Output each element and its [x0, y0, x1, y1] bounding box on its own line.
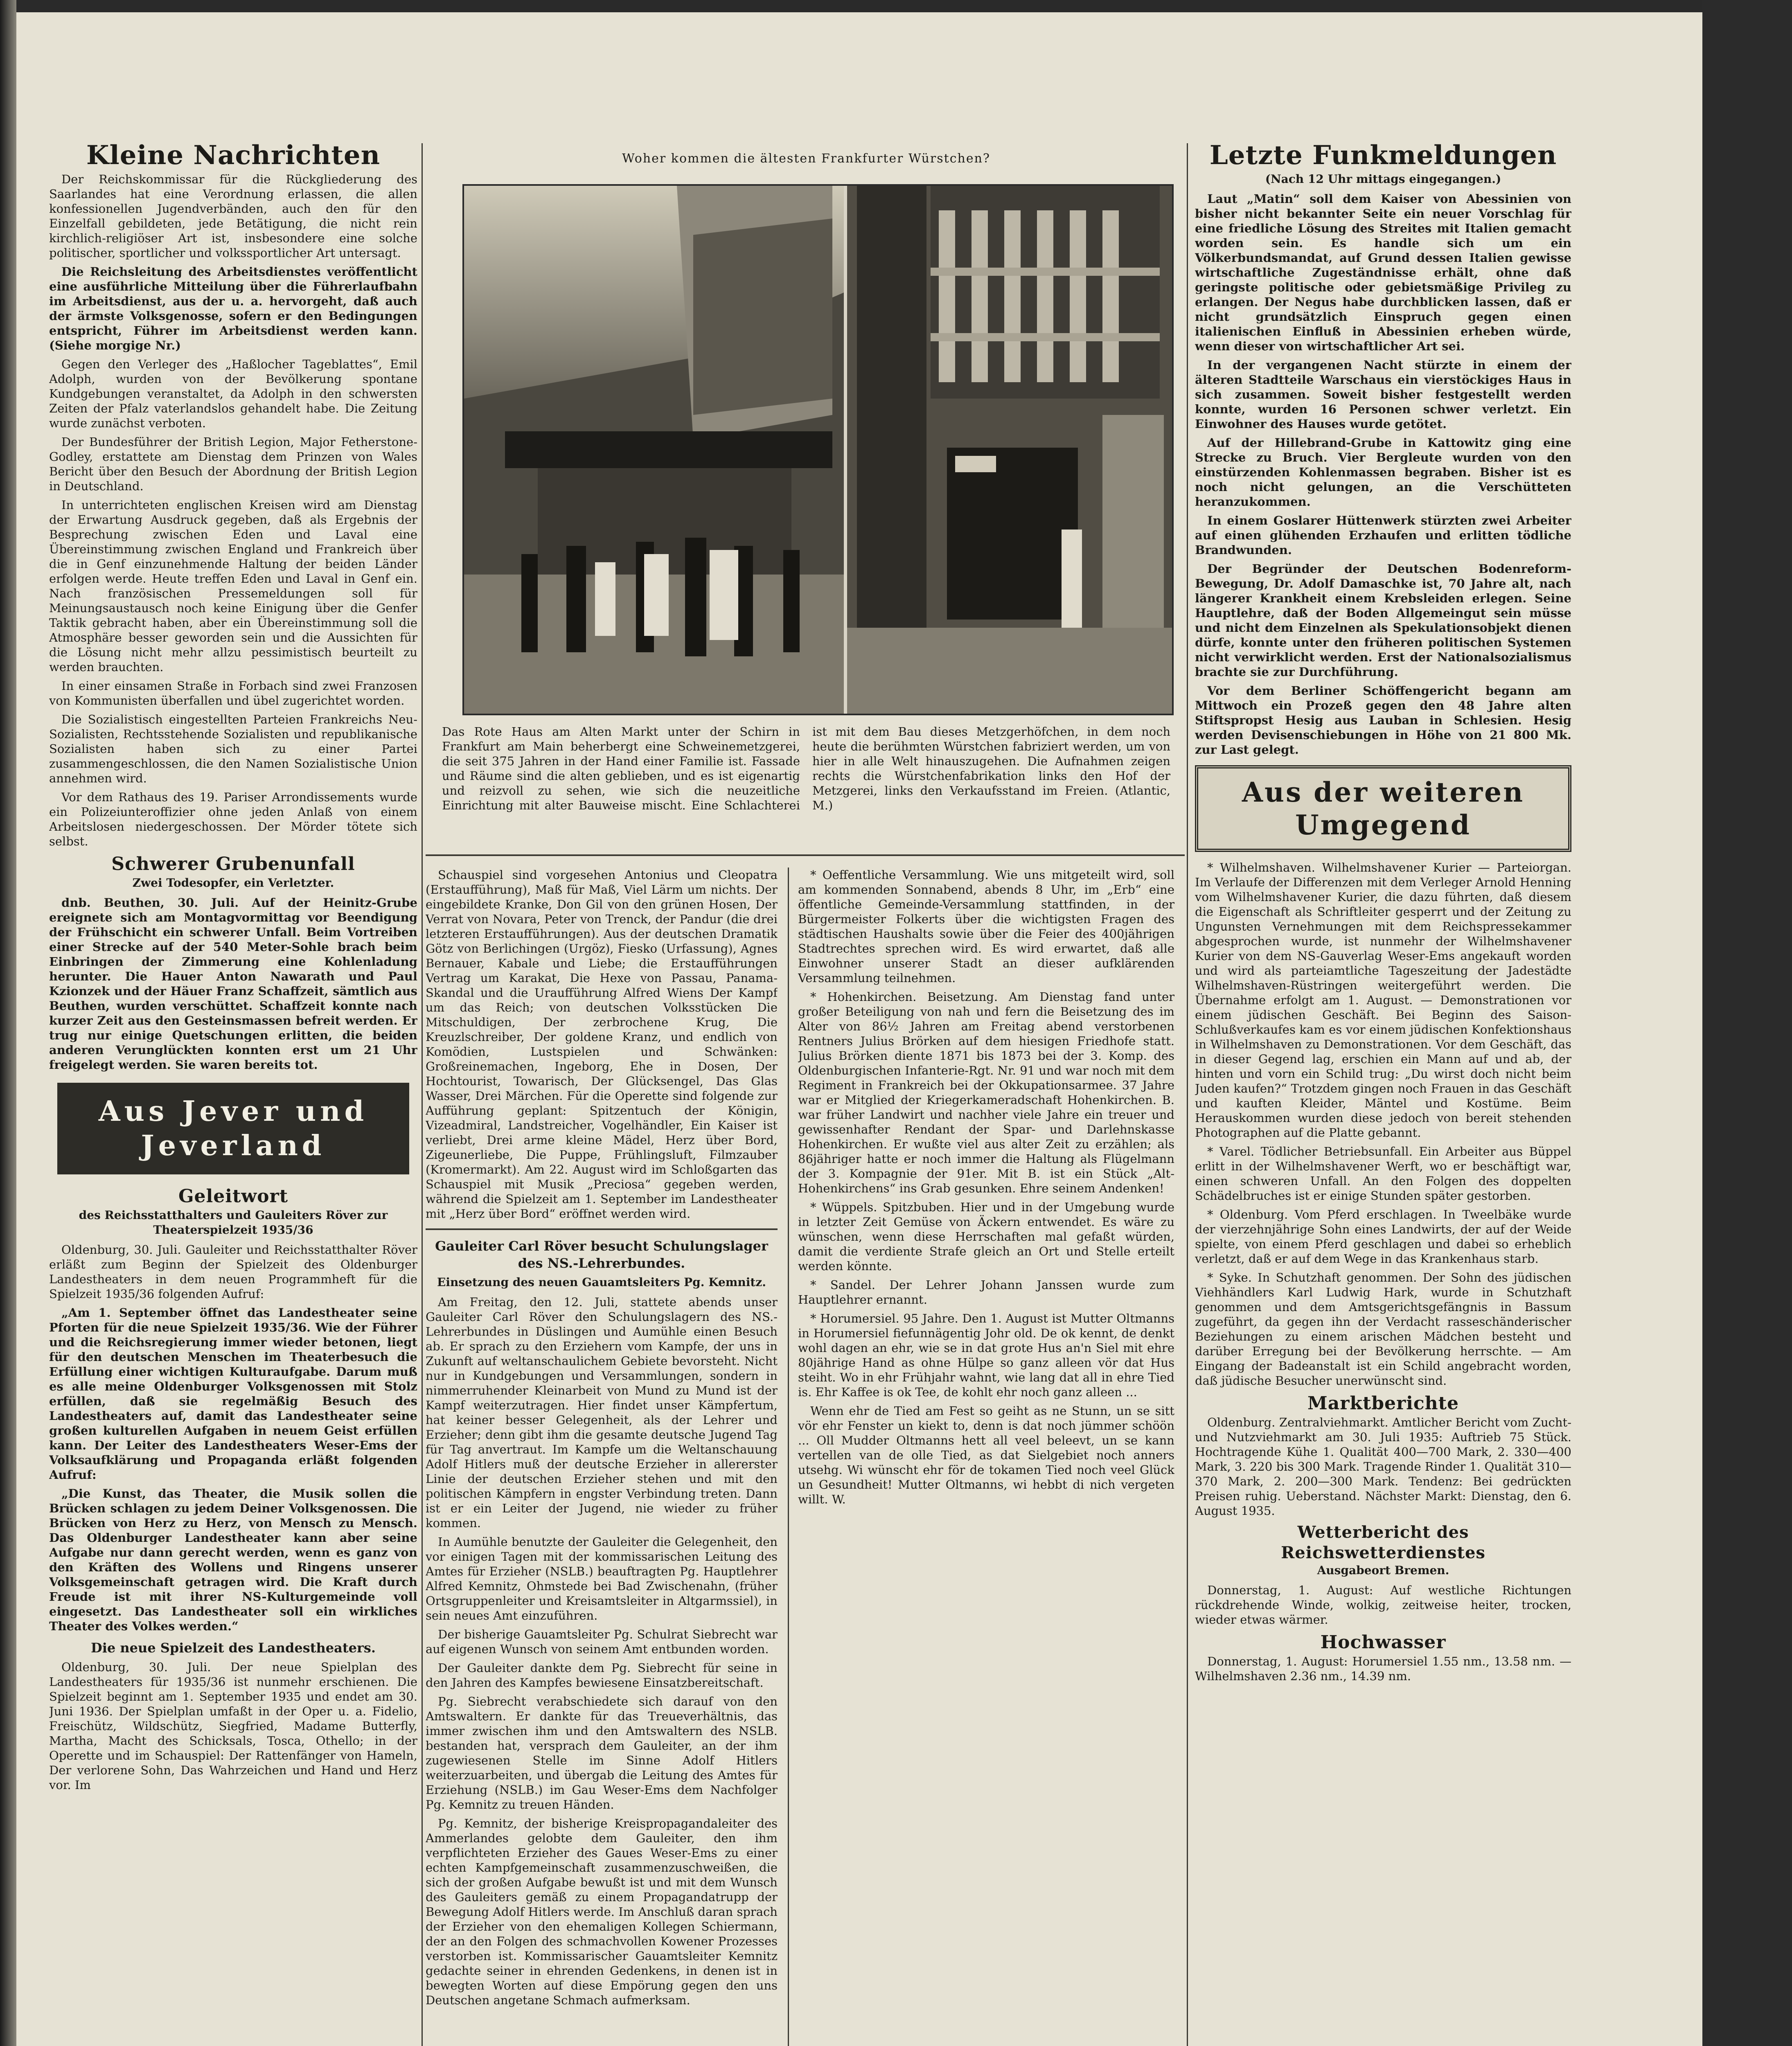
local-item: * Hohenkirchen. Beisetzung. Am Dienstag fand unter großer Beteiligung von nah und fern die Beisetzung des im Alter von 86½ Jahren am Freitag abend verstorbenen Rentners Julius Brörken auf dem hiesigen Friedhofe statt. Julius Brörken diente 1871 bis 1873 bei der 3. Komp. des Oldenburgischen Infanterie-Rgt. Nr. 91 und war noch mit dem Regiment in Frankreich bei der Okkupationsarmee. 37 Jahre war er Mitglied der Kriegerkameradschaft Hohenkirchen. B. war früher Landwirt und nachher viele Jahre ein treuer und gewissenhafter Rendant der Spar- und Darlehnskasse Hohenkirchen. Er wußte viel aus alter Zeit zu erzählen; als 86jähriger hatte er noch immer die Haltung als Flügelmann der 3. Kompagnie der 91er. Mit B. ist ein Stück „Alt-Hohenkirchens“ ins Grab gesunken. Ehre seinem Andenken!	[798, 990, 1174, 1195]
article-headline: Die neue Spielzeit des Landestheaters.	[91, 1640, 376, 1656]
article-body: Pg. Siebrecht verabschiedete sich darauf von den Amtswaltern. Er dankte für das Treueverhältnis, das immer zwischen ihm und den Amtswaltern des NSLB. bestanden hat, versprach dem Gauleiter, an der ihm zugewiesenen Stelle im Sinne Adolf Hitlers weiterzuarbeiten, und übergab die Leitung des Amtes für Erziehung (NSLB.) im Gau Weser-Ems dem Nachfolger Pg. Kemnitz zu treuen Händen.	[426, 1694, 778, 1812]
article-body: In Aumühle benutzte der Gauleiter die Gelegenheit, den vor einigen Tagen mit der kommissarischen Leitung des Amtes für Erzieher (NSLB.) beauftragten Pg. Hauptlehrer Alfred Kemnitz, Ohmstede bei Bad Zwischenahn, (früher Ortsgruppenleiter und Kreisamtsleiter in Altgarmssiel), in sein neues Amt einzuführen.	[426, 1535, 778, 1622]
column-rule	[422, 143, 423, 2046]
weather-report: Donnerstag, 1. August: Auf westliche Richtungen rückdrehende Winde, wolkig, zeitweise heiter, trocken, wieder etwas wärmer.	[1195, 1583, 1571, 1627]
section-box-jever: Aus Jever und Jeverland	[57, 1083, 409, 1174]
section-title: Letzte Funkmeldungen	[1209, 140, 1557, 171]
caption-text: Das Rote Haus am Alten Markt unter der Schirn in Frankfurt am Main beherbergt eine Schweinemetzgerei, die seit 375 Jahren in der Hand einer Familie ist. Fassade und Räume sind die alten geblieben, und es ist eigenartig und reizvoll zu sehen, wie sich die neuzeitliche Einrichtung mit alter Bauweise mischt. Eine Schlachterei ist mit dem Bau dieses Metzgerhöfchen, in dem noch heute die berühmten Würstchen fabriziert werden, um von hier in alle Welt hinauszugehen. Die Aufnahmen zeigen rechts die Würstchenfabrikation links den Hof der Metzgerei, links den Verkaufsstand im Freien. (Atlantic, M.)	[442, 725, 1170, 812]
news-item: In der vergangenen Nacht stürzte in einem der älteren Stadtteile Warschaus ein vierstöckiges Haus in sich zusammen. Soweit bisher festgestellt werden konnte, wurden 16 Personen schwer verletzt. Ein Einwohner des Hauses wurde getötet.	[1195, 358, 1571, 431]
news-item: Der Begründer der Deutschen Bodenreform-Bewegung, Dr. Adolf Damaschke ist, 70 Jahre alt, nach längerer Krankheit einem Krebsleiden erlegen. Seine Hauptlehre, daß der Boden Allgemeingut sein müsse und nicht dem Einzelnen als Spekulationsobjekt dienen dürfe, konnte unter den früheren politischen Systemen nicht verwirklicht werden. Erst der Nationalsozialismus brachte sie zur Durchführung.	[1195, 562, 1571, 679]
section-box-umgegend: Aus der weiteren Umgegend	[1195, 765, 1571, 852]
local-item: * Sandel. Der Lehrer Johann Janssen wurde zum Hauptlehrer ernannt.	[798, 1278, 1174, 1307]
news-item: Gegen den Verleger des „Haßlocher Tageblattes“, Emil Adolph, wurden von der Bevölkerung spontane Kundgebungen veranstaltet, da Adolph in den schwersten Zeiten der Pfalz vaterlandslos gehandelt habe. Die Zeitung wurde zunächst verboten.	[49, 357, 417, 430]
newspaper-page	[16, 12, 1702, 2046]
flood-report: Donnerstag, 1. August: Horumersiel 1.55 nm., 13.58 nm. — Wilhelmshaven 2.36 nm., 14.39 nm.	[1195, 1654, 1571, 1683]
local-item: * Horumersiel. 95 Jahre. Den 1. August ist Mutter Oltmanns in Horumersiel fiefunnägentig Johr old. De ok kennt, de denkt wohl dagen an ehr, wie se in dat grote Hus an'n Siel mit ehre 80jährige Hand as ohne Hülpe so ganz alleen vör dat Hus steiht. Wo in ehr Frühjahr wahnt, wie lang dat all in ehre Tied is. Ehr Kaffee is ok Tee, de kohlt ehr noch ganz alleen ...	[798, 1311, 1174, 1399]
article-headline: Marktberichte	[1307, 1393, 1459, 1414]
article-subheadline: Zwei Todesopfer, ein Verletzter.	[132, 876, 334, 890]
news-item: Der Reichskommissar für die Rückgliederung des Saarlandes hat eine Verordnung erlassen, die allen konfessionellen Jugendverbänden, auch den für den Einzelfall gebildeten, jede Betätigung, die nicht rein kirchlich-religiöser Art ist, insbesondere eine solche politischer, sportlicher und volkssportlicher Art untersagt.	[49, 172, 417, 260]
article-headline: Wetterbericht des Reichswetterdienstes	[1281, 1523, 1485, 1562]
article-body: „Am 1. September öffnet das Landestheater seine Pforten für die neue Spielzeit 1935/36. Wie der Führer und die Reichsregierung immer wieder betonen, liegt für den deutschen Menschen im Theaterbesuch die Erfüllung einer wichtigen Kulturaufgabe. Darum muß es alle meine Oldenburger Volksgenossen mit Stolz erfüllen, daß sie regelmäßig Besuch des Landestheaters auf, damit das Landestheater seine großen kulturellen Aufgaben in neuem Geist erfüllen kann. Der Leiter des Landestheaters Weser-Ems der Volksaufklärung und Propaganda erläßt folgenden Aufruf:	[49, 1306, 417, 1482]
article-body: Schauspiel sind vorgesehen Antonius und Cleopatra (Erstaufführung), Maß für Maß, Viel Lärm um nichts. Der eingebildete Kranke, Don Gil von den grünen Hosen, Der Verrat von Novara, Peter von Trenck, der Pandur (die drei letzteren Erstaufführungen). Aus der deutschen Dramatik Götz von Berlichingen (Urgöz), Fiesko (Urfassung), Agnes Bernauer, Kabale und Liebe; die Erstaufführungen Vertrag um Karakat, Die Hexe von Passau, Panama-Skandal und die Uraufführung Alfred Wiens Der Kampf um das Reich; von deutschen Volksstücken Die Mitschuldigen, Der zerbrochene Krug, Die Kreuzlschreiber, Der goldene Kranz, und endlich von Komödien, Lustspielen und Schwänken: Großreinemachen, Ingeborg, Ehe in Dosen, Der Hochtourist, Towarisch, Der Glücksengel, Das Glas Wasser, Drei Märchen. Für die Operette sind folgende zur Aufführung geplant: Spitzentuch der Königin, Vizeadmiral, Landstreicher, Vogelhändler, Ein Kaiser ist verliebt, Drei arme kleine Mädel, Herz über Bord, Zigeunerliebe, Die Puppe, Frühlingsluft, Filmzauber (Kromermarkt). Am 22. August wird im Schloßgarten das Schauspiel mit Musik „Preciosa“ gegeben werden, während die Spielzeit am 1. September im Landestheater mit „Herz über Bord“ eröffnet werden wird.	[426, 868, 778, 1221]
article-subheadline: Einsetzung des neuen Gauamtsleiters Pg. Kemnitz.	[437, 1275, 766, 1289]
region-item: * Syke. In Schutzhaft genommen. Der Sohn des jüdischen Viehhändlers Karl Ludwig Hark, wurde in Schutzhaft genommen und dem Amtsgerichtsgefängnis in Bassum zugeführt, da gegen ihn der Verdacht rasseschänderischer Beziehungen zu einem arischen Mädchen besteht und darüber Erregung bei der Bevölkerung herrschte. — Am Eingang der Badeanstalt ist ein Schild angebracht worden, daß jüdische Besucher unerwünscht sind.	[1195, 1271, 1571, 1388]
article-body: Oldenburg, 30. Juli. Der neue Spielplan des Landestheaters für 1935/36 ist nunmehr erschienen. Die Spielzeit beginnt am 1. September 1935 und endet am 30. Juni 1936. Der Spielplan umfaßt in der Oper u. a. Fidelio, Freischütz, Wildschütz, Siegfried, Madame Butterfly, Martha, Macht des Schicksals, Tosca, Othello; in der Operette und im Schauspiel: Der Rattenfänger von Hameln, Der verlorene Sohn, Das Wahrzeichen und Hand und Herz vor. Im	[49, 1660, 417, 1792]
market-report: Oldenburg. Zentralviehmarkt. Amtlicher Bericht vom Zucht- und Nutzviehmarkt am 30. Juli 1935: Auftrieb 75 Stück. Hochtragende Kühe 1. Qualität 400—700 Mark, 2. 330—400 Mark, 3. 220 bis 300 Mark. Tragende Rinder 1. Qualität 310—370 Mark, 2. 200—300 Mark. Tendenz: Bei gedrückten Preisen ruhig. Ueberstand. Nächster Markt: Dienstag, den 6. August 1935.	[1195, 1415, 1571, 1518]
article-subheadline: des Reichsstatthalters und Gauleiters Röver zur Theaterspielzeit 1935/36	[79, 1208, 388, 1237]
local-item: * Oeffentliche Versammlung. Wie uns mitgeteilt wird, soll am kommenden Sonnabend, abends 8 Uhr, im „Erb“ eine öffentliche Gemeinde-Versammlung stattfinden, in der Bürgermeister Folkerts über die wichtigsten Fragen des städtischen Haushalts sowie über die Feier des 400jährigen Stadtrechtes sprechen wird. Es wird erwartet, daß alle Einwohner unserer Stadt an dieser aufklärenden Versammlung teilnehmen.	[798, 868, 1174, 985]
section-subtitle: (Nach 12 Uhr mittags eingegangen.)	[1265, 172, 1501, 186]
article-headline: Gauleiter Carl Röver besucht Schulungslager des NS.-Lehrerbundes.	[435, 1238, 768, 1271]
article-body: dnb. Beuthen, 30. Juli. Auf der Heinitz-Grube ereignete sich am Montagvormittag vor Beendigung der Frühschicht ein schwerer Unfall. Beim Vortreiben einer Strecke auf der 540 Meter-Sohle brach beim Einbringen der Zimmerung eine Kohlenladung herunter. Die Hauer Anton Nawarath und Paul Kzionzek und der Häuer Franz Schaffzeit, sämtlich aus Beuthen, wurden verschüttet. Schaffzeit konnte nach kurzer Zeit aus den Gesteinsmassen befreit werden. Er trug nur einige Quetschungen erlitten, die beiden anderen Verunglückten konnten erst um 21 Uhr freigelegt werden. Sie waren bereits tot.	[49, 896, 417, 1072]
article-body: Der bisherige Gauamtsleiter Pg. Schulrat Siebrecht war auf eigenen Wunsch von seinem Amt entbunden worden.	[426, 1627, 778, 1656]
news-item: In einer einsamen Straße in Forbach sind zwei Franzosen von Kommunisten überfallen und übel zugerichtet worden.	[49, 679, 417, 708]
photo-caption	[442, 724, 1170, 813]
article-headline: Schwerer Grubenunfall	[111, 854, 355, 874]
photo-bottom-rule	[426, 854, 1185, 856]
photo-frankfurt-rotes-haus	[462, 184, 1174, 715]
region-item: * Wilhelmshaven. Wilhelmshavener Kurier — Parteiorgan. Im Verlaufe der Differenzen mit dem Verleger Arnold Henning vom Wilhelmshavener Kurier, die dazu führten, daß diesem die Eigenschaft als Schriftleiter gesperrt und der Zeitung zu Ungunsten Vernehmungen mit dem Reichspressekammer abgesprochen wurde, ist nunmehr der Wilhelmshavener Kurier von dem NS-Gauverlag Weser-Ems angekauft worden und wird als parteiamtliche Tageszeitung der Jadestädte Wilhelmshaven-Rüstringen weitergeführt werden. Die Übernahme erfolgt am 1. August. — Demonstrationen vor einem jüdischen Geschäft. Bei Beginn des Saison-Schlußverkaufes kam es vor einem jüdischen Konfektionshaus in Wilhelmshaven zu Demonstrationen. Vor dem Geschäft, das in dieser Gegend lag, erschien ein Mann auf und ab, der hinten und vorn ein Schild trug: „Du wirst doch nicht beim Juden kaufen?“ Trotzdem gingen noch Frauen in das Geschäft und kauften Kleider, Mäntel und Kostüme. Beim Herauskommen wurden diese jedoch von bereit stehenden Photographen auf die Platte gebannt.	[1195, 861, 1571, 1140]
region-item: * Oldenburg. Vom Pferd erschlagen. In Tweelbäke wurde der vierzehnjährige Sohn eines Landwirts, der auf der Weide spielte, von einem Pferd geschlagen und dabei so erheblich verletzt, daß er auf dem Wege in das Krankenhaus starb.	[1195, 1208, 1571, 1266]
news-item: Vor dem Rathaus des 19. Pariser Arrondissements wurde ein Polizeiunteroffizier ohne jeden Anlaß von einem Arbeitslosen niedergeschossen. Der Mörder tötete sich selbst.	[49, 790, 417, 848]
photo-heading: Woher kommen die ältesten Frankfurter Würstchen?	[622, 151, 990, 166]
page-edge-shadow	[1702, 0, 1792, 2046]
book-binding	[0, 0, 16, 2046]
news-item: In einem Goslarer Hüttenwerk stürzten zwei Arbeiter auf einen glühenden Erzhaufen und erlitten tödliche Brandwunden.	[1195, 514, 1571, 557]
column-theater-gauleiter	[426, 868, 778, 2046]
news-item: Der Bundesführer der British Legion, Major Fetherstone-Godley, erstattete am Dienstag dem Prinzen von Wales Bericht über den Besuch der Abordnung der British Legion in Deutschland.	[49, 435, 417, 493]
news-item: Auf der Hillebrand-Grube in Kattowitz ging eine Strecke zu Bruch. Vier Bergleute wurden von den einstürzenden Kohlenmassen begraben. Bisher ist es noch nicht gelungen, an die Verschütteten heranzukommen.	[1195, 436, 1571, 509]
article-body: Der Gauleiter dankte dem Pg. Siebrecht für seine in den Jahren des Kampfes bewiesene Einsatzbereitschaft.	[426, 1661, 778, 1690]
article-subheadline: Ausgabeort Bremen.	[1317, 1564, 1449, 1577]
region-item: * Varel. Tödlicher Betriebsunfall. Ein Arbeiter aus Büppel erlitt in der Wilhelmshavener Werft, wo er beschäftigt war, einen schweren Unfall. An den Folgen des doppelten Schädelbruches ist er einige Stunden später gestorben.	[1195, 1145, 1571, 1203]
local-item: Wenn ehr de Tied am Fest so geiht as ne Stunn, un se sitt vör ehr Fenster un kiekt to, denn is dat noch jümmer schöön ... Oll Mudder Oltmanns hett all veel beleevt, un se kann vertellen van de olle Tied, as dat Sielgebiet noch anners utsehg. Wi wünscht ehr för de tokamen Tied noch veel Glück un Gesundheit! Mutter Oltmanns, wi hebbt di nich vergeten willt. W.	[798, 1404, 1174, 1506]
article-rule	[426, 1228, 778, 1230]
article-headline: Hochwasser	[1320, 1632, 1446, 1653]
column-funkmeldungen	[1195, 139, 1571, 2046]
news-item: Vor dem Berliner Schöffengericht begann am Mittwoch ein Prozeß gegen den 48 Jahre alten Stiftspropst Hesig aus Lauban in Schlesien. Hesig werden Devisenschiebungen in Höhe von 21 800 Mk. zur Last gelegt.	[1195, 684, 1571, 757]
column-rule	[788, 868, 789, 2046]
news-item: Die Sozialistisch eingestellten Parteien Frankreichs Neu-Sozialisten, Rechtsstehende Sozialisten und republikanische Sozialisten haben sich zu einer Partei zusammengeschlossen, die den Namen Sozialistische Union annehmen wird.	[49, 712, 417, 785]
article-body: „Die Kunst, das Theater, die Musik sollen die Brücken schlagen zu jedem Deiner Volksgenossen. Die Brücken von Herz zu Herz, von Mensch zu Mensch. Das Oldenburger Landestheater kann aber seine Aufgabe nur dann gerecht werden, wenn es ganz von den Kräften des Wollens und Ringens unserer Volksgemeinschaft getragen wird. Die Kraft durch Freude ist mit ihrer NS-Kulturgemeinde voll eingesetzt. Das Landestheater soll ein wirkliches Theater des Volkes werden.“	[49, 1487, 417, 1633]
column-rule	[1187, 143, 1188, 2046]
article-body: Oldenburg, 30. Juli. Gauleiter und Reichsstatthalter Röver erläßt zum Beginn der Spielzeit des Oldenburger Landestheaters in dem neuen Programmheft für die Spielzeit 1935/36 folgenden Aufruf:	[49, 1243, 417, 1301]
article-headline: Geleitwort	[178, 1186, 289, 1207]
local-item: * Wüppels. Spitzbuben. Hier und in der Umgebung wurde in letzter Zeit Gemüse von Äckern entwendet. Es wäre zu wünschen, wenn diese Herrschaften mal gefaßt würden, damit die verdiente Strafe gleich an Ort und Stelle erteilt werden könnte.	[798, 1200, 1174, 1273]
news-item: Laut „Matin“ soll dem Kaiser von Abessinien von bisher nicht bekannter Seite ein neuer Vorschlag für eine friedliche Lösung des Streites mit Italien gemacht worden sein. Es handle sich um ein Völkerbundsmandat, auf Grund dessen Italien gewisse wirtschaftliche Zugeständnisse erhält, ohne daß geringste politische oder gebietsmäßige Privileg zu erlangen. Der Negus habe durchblicken lassen, daß er nicht grundsätzlich Einspruch gegen einen italienischen Einfluß in Abessinien erheben würde, wenn dieser von wirtschaftlicher Art sei.	[1195, 192, 1571, 353]
article-body: Pg. Kemnitz, der bisherige Kreispropagandaleiter des Ammerlandes gelobte dem Gauleiter, den ihm verpflichteten Erzieher des Gaues Weser-Ems zu einer echten Kampfgemeinschaft zusammenzuschweißen, die sich der großen Aufgabe bewußt ist und mit dem Wunsch des Gauleiters gemäß zu einem Propagandatrupp der Bewegung Adolf Hitlers werde. Im Anschluß daran sprach der Erzieher von den ehemaligen Kollegen Schiermann, der an den Folgen des schmachvollen Kowener Prozesses verstorben ist. Kommissarischer Gauamtsleiter Kemnitz gedachte seiner in ehrenden Gedenkens, in denen ist in bewegten Worten auf diese Empörung gegen den uns Deutschen angetane Schmach aufmerksam.	[426, 1816, 778, 2007]
photo-image	[464, 186, 1172, 714]
column-local-news	[798, 868, 1174, 2046]
column-kleine-nachrichten	[49, 139, 417, 2046]
news-item: In unterrichteten englischen Kreisen wird am Dienstag der Erwartung Ausdruck gegeben, daß als Ergebnis der Besprechung zwischen Eden und Laval eine Übereinstimmung zwischen England und Frankreich über die in Genf einzunehmende Haltung der beiden Länder erfolgen werde. Heute treffen Eden und Laval in Genf ein. Nach französischen Pressemeldungen soll für Meinungsaustausch noch keine Einigung über die Genfer Taktik gebracht haben, aber ein Übereinstimmung soll die Atmosphäre besser geworden sein und die Aussichten für die Lösung nicht mehr allzu pessimistisch beurteilt zu werden brauchten.	[49, 498, 417, 674]
section-title: Kleine Nachrichten	[86, 140, 381, 171]
article-body: Am Freitag, den 12. Juli, stattete abends unser Gauleiter Carl Röver den Schulungslagern des NS.-Lehrerbundes in Düslingen und Aumühle einen Besuch ab. Er sprach zu den Erziehern vom Kampfe, der uns in Zukunft auf weltanschaulichem Gebiete bevorsteht. Nicht nur in Kundgebungen und Versammlungen, sondern in nimmerruhender Kleinarbeit von Mund zu Mund ist der Kampf weiterzutragen. Hier findet unser Kämpfertum, hat keiner besser Gelegenheit, als der Lehrer und Erzieher; denn gibt ihm die gesamte deutsche Jugend Tag für Tag anvertraut. Im Kampfe um die Weltanschauung Adolf Hitlers muß der deutsche Erzieher in allererster Linie der deutschen Erzieher stehen und mit den politischen Kämpfern in engster Verbindung treten. Dann ist er ein Leiter der Jugend, nie wieder zu früher kommen.	[426, 1295, 778, 1530]
news-item: Die Reichsleitung des Arbeitsdienstes veröffentlicht eine ausführliche Mitteilung über die Führerlaufbahn im Arbeitsdienst, aus der u. a. hervorgeht, daß auch der ärmste Volksgenosse, sofern er den Bedingungen entspricht, Führer im Arbeitsdienst werden kann. (Siehe morgige Nr.)	[49, 265, 417, 352]
